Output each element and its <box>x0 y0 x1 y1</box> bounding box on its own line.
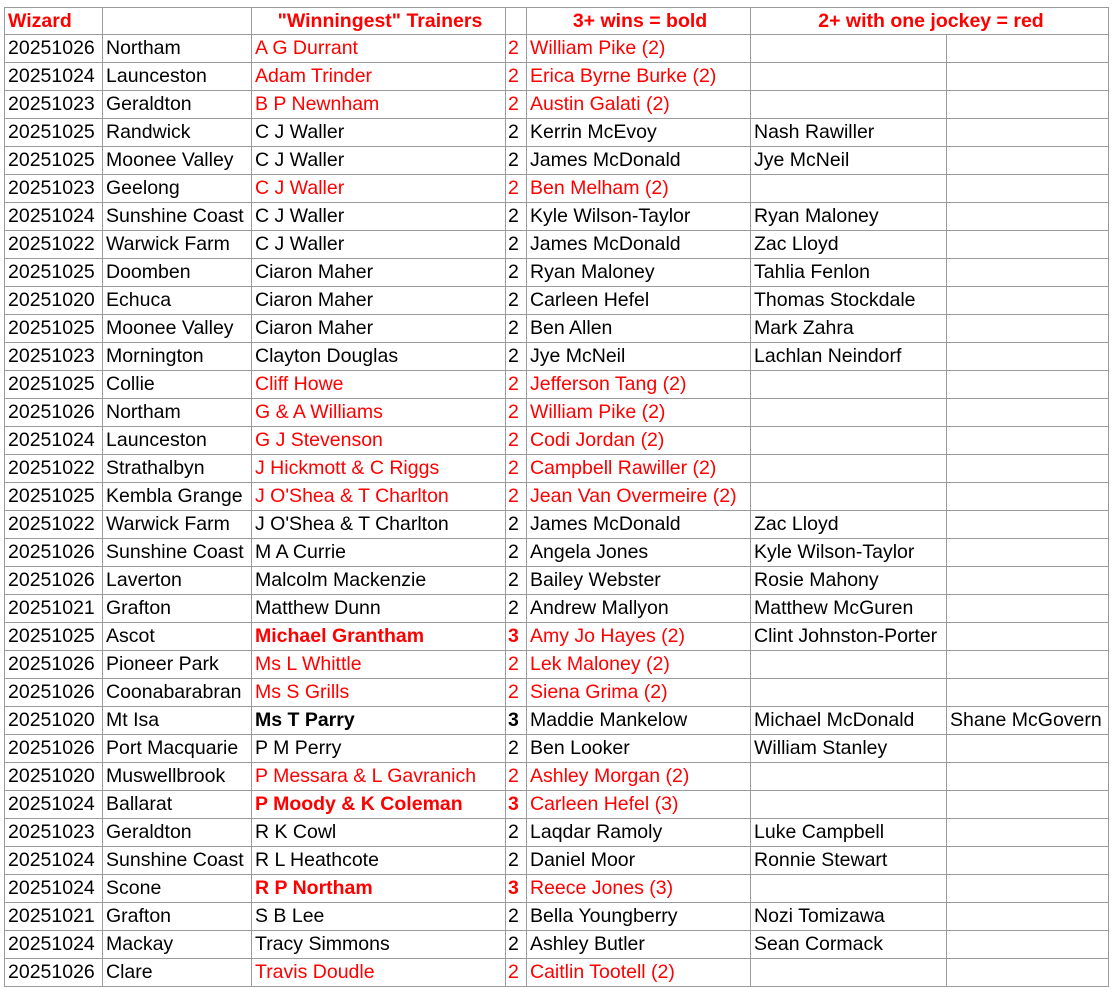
cell-wins[interactable]: 2 <box>506 259 527 287</box>
cell-track[interactable]: Sunshine Coast <box>103 847 252 875</box>
table-row <box>5 119 1109 147</box>
cell-jockey-1[interactable]: Ben Allen <box>527 315 751 343</box>
cell-track[interactable]: Clare <box>103 959 252 987</box>
cell-wins[interactable]: 2 <box>506 119 527 147</box>
trainers-spreadsheet <box>4 7 1109 987</box>
cell-jockey-2[interactable]: Michael McDonald <box>751 707 947 735</box>
cell-jockey-1[interactable]: Carleen Hefel <box>527 287 751 315</box>
cell-jockey-3[interactable] <box>947 427 1109 455</box>
cell-jockey-2[interactable]: Rosie Mahony <box>751 567 947 595</box>
cell-jockey-1[interactable]: Lek Maloney (2) <box>527 651 751 679</box>
cell-track[interactable]: Mackay <box>103 931 252 959</box>
cell-track[interactable]: Muswellbrook <box>103 763 252 791</box>
cell-wins[interactable]: 2 <box>506 371 527 399</box>
cell-date[interactable]: 20251023 <box>5 343 103 371</box>
cell-date[interactable]: 20251025 <box>5 119 103 147</box>
cell-date[interactable]: 20251026 <box>5 735 103 763</box>
cell-date[interactable]: 20251024 <box>5 931 103 959</box>
cell-jockey-2[interactable]: Tahlia Fenlon <box>751 259 947 287</box>
cell-track[interactable]: Mornington <box>103 343 252 371</box>
table-row <box>5 679 1109 707</box>
cell-trainer[interactable]: Ciaron Maher <box>252 287 506 315</box>
cell-trainer[interactable]: B P Newnham <box>252 91 506 119</box>
cell-jockey-1[interactable]: Carleen Hefel (3) <box>527 791 751 819</box>
cell-track[interactable]: Geraldton <box>103 819 252 847</box>
header-wizard[interactable]: Wizard <box>5 8 103 35</box>
cell-trainer[interactable]: Ms L Whittle <box>252 651 506 679</box>
cell-wins[interactable]: 2 <box>506 399 527 427</box>
cell-wins[interactable]: 2 <box>506 595 527 623</box>
cell-jockey-1[interactable]: Bella Youngberry <box>527 903 751 931</box>
cell-jockey-1[interactable]: James McDonald <box>527 231 751 259</box>
cell-wins[interactable]: 2 <box>506 651 527 679</box>
cell-jockey-2[interactable] <box>751 791 947 819</box>
cell-track[interactable]: Grafton <box>103 595 252 623</box>
cell-jockey-1[interactable]: James McDonald <box>527 147 751 175</box>
cell-wins[interactable]: 2 <box>506 763 527 791</box>
cell-wins[interactable]: 2 <box>506 455 527 483</box>
table-row <box>5 511 1109 539</box>
cell-wins[interactable]: 2 <box>506 735 527 763</box>
cell-wins[interactable]: 2 <box>506 35 527 63</box>
cell-trainer[interactable]: G J Stevenson <box>252 427 506 455</box>
cell-jockey-1[interactable]: Angela Jones <box>527 539 751 567</box>
cell-jockey-1[interactable]: Reece Jones (3) <box>527 875 751 903</box>
cell-jockey-3[interactable] <box>947 567 1109 595</box>
cell-date[interactable]: 20251022 <box>5 231 103 259</box>
cell-date[interactable]: 20251020 <box>5 707 103 735</box>
cell-jockey-1[interactable]: William Pike (2) <box>527 35 751 63</box>
cell-jockey-2[interactable] <box>751 679 947 707</box>
cell-jockey-3[interactable] <box>947 203 1109 231</box>
cell-jockey-2[interactable]: Clint Johnston-Porter <box>751 623 947 651</box>
cell-trainer[interactable]: G & A Williams <box>252 399 506 427</box>
cell-wins[interactable]: 2 <box>506 287 527 315</box>
cell-track[interactable]: Strathalbyn <box>103 455 252 483</box>
header-wins[interactable] <box>506 8 527 35</box>
cell-track[interactable]: Launceston <box>103 427 252 455</box>
cell-trainer[interactable]: Ms S Grills <box>252 679 506 707</box>
table-row <box>5 483 1109 511</box>
cell-track[interactable]: Randwick <box>103 119 252 147</box>
cell-trainer[interactable]: P Moody & K Coleman <box>252 791 506 819</box>
cell-jockey-3[interactable] <box>947 539 1109 567</box>
cell-wins[interactable]: 2 <box>506 679 527 707</box>
cell-date[interactable]: 20251025 <box>5 371 103 399</box>
cell-jockey-3[interactable] <box>947 371 1109 399</box>
cell-jockey-3[interactable] <box>947 63 1109 91</box>
cell-jockey-3[interactable] <box>947 147 1109 175</box>
cell-jockey-1[interactable]: Maddie Mankelow <box>527 707 751 735</box>
cell-jockey-3[interactable] <box>947 847 1109 875</box>
cell-jockey-2[interactable]: Mark Zahra <box>751 315 947 343</box>
cell-jockey-3[interactable] <box>947 259 1109 287</box>
cell-track[interactable]: Sunshine Coast <box>103 539 252 567</box>
table-row <box>5 315 1109 343</box>
cell-track[interactable]: Pioneer Park <box>103 651 252 679</box>
cell-trainer[interactable]: C J Waller <box>252 203 506 231</box>
cell-track[interactable]: Sunshine Coast <box>103 203 252 231</box>
header-rule-bold[interactable]: 3+ wins = bold <box>527 8 751 35</box>
cell-track[interactable]: Scone <box>103 875 252 903</box>
cell-date[interactable]: 20251022 <box>5 455 103 483</box>
cell-jockey-2[interactable] <box>751 763 947 791</box>
table-row <box>5 735 1109 763</box>
cell-date[interactable]: 20251026 <box>5 679 103 707</box>
cell-date[interactable]: 20251023 <box>5 819 103 847</box>
cell-jockey-3[interactable] <box>947 287 1109 315</box>
cell-jockey-1[interactable]: Caitlin Tootell (2) <box>527 959 751 987</box>
cell-jockey-3[interactable] <box>947 511 1109 539</box>
cell-jockey-1[interactable]: Ben Melham (2) <box>527 175 751 203</box>
cell-jockey-1[interactable]: Siena Grima (2) <box>527 679 751 707</box>
cell-track[interactable]: Doomben <box>103 259 252 287</box>
cell-trainer[interactable]: Michael Grantham <box>252 623 506 651</box>
cell-jockey-3[interactable] <box>947 315 1109 343</box>
cell-jockey-3[interactable] <box>947 651 1109 679</box>
cell-trainer[interactable]: Ms T Parry <box>252 707 506 735</box>
cell-trainer[interactable]: J O'Shea & T Charlton <box>252 511 506 539</box>
cell-jockey-1[interactable]: Amy Jo Hayes (2) <box>527 623 751 651</box>
cell-jockey-2[interactable] <box>751 651 947 679</box>
cell-track[interactable]: Launceston <box>103 63 252 91</box>
cell-jockey-1[interactable]: Ryan Maloney <box>527 259 751 287</box>
table-row <box>5 539 1109 567</box>
cell-trainer[interactable]: P M Perry <box>252 735 506 763</box>
cell-jockey-3[interactable] <box>947 35 1109 63</box>
cell-track[interactable]: Laverton <box>103 567 252 595</box>
cell-jockey-3[interactable] <box>947 343 1109 371</box>
cell-trainer[interactable]: R K Cowl <box>252 819 506 847</box>
cell-jockey-3[interactable] <box>947 119 1109 147</box>
cell-wins[interactable]: 2 <box>506 567 527 595</box>
cell-jockey-3[interactable] <box>947 903 1109 931</box>
cell-jockey-2[interactable] <box>751 959 947 987</box>
table-body <box>5 35 1109 987</box>
cell-date[interactable]: 20251026 <box>5 959 103 987</box>
cell-date[interactable]: 20251023 <box>5 91 103 119</box>
cell-jockey-3[interactable] <box>947 679 1109 707</box>
cell-track[interactable]: Northam <box>103 35 252 63</box>
cell-jockey-2[interactable] <box>751 371 947 399</box>
table-row <box>5 203 1109 231</box>
cell-jockey-1[interactable]: Ashley Butler <box>527 931 751 959</box>
table-row <box>5 147 1109 175</box>
cell-date[interactable]: 20251021 <box>5 595 103 623</box>
cell-wins[interactable]: 2 <box>506 959 527 987</box>
cell-wins[interactable]: 2 <box>506 539 527 567</box>
table-row <box>5 959 1109 987</box>
cell-track[interactable]: Geelong <box>103 175 252 203</box>
cell-date[interactable]: 20251022 <box>5 511 103 539</box>
cell-jockey-2[interactable] <box>751 175 947 203</box>
cell-trainer[interactable]: R P Northam <box>252 875 506 903</box>
cell-jockey-3[interactable] <box>947 875 1109 903</box>
cell-wins[interactable]: 3 <box>506 791 527 819</box>
cell-jockey-3[interactable] <box>947 455 1109 483</box>
cell-trainer[interactable]: P Messara & L Gavranich <box>252 763 506 791</box>
cell-wins[interactable]: 2 <box>506 63 527 91</box>
cell-jockey-2[interactable] <box>751 35 947 63</box>
cell-jockey-2[interactable] <box>751 483 947 511</box>
cell-track[interactable]: Grafton <box>103 903 252 931</box>
cell-wins[interactable]: 2 <box>506 931 527 959</box>
cell-wins[interactable]: 2 <box>506 147 527 175</box>
cell-jockey-3[interactable] <box>947 735 1109 763</box>
cell-jockey-2[interactable]: Zac Lloyd <box>751 231 947 259</box>
cell-date[interactable]: 20251025 <box>5 315 103 343</box>
cell-date[interactable]: 20251021 <box>5 903 103 931</box>
cell-jockey-2[interactable]: Nash Rawiller <box>751 119 947 147</box>
cell-jockey-1[interactable]: Andrew Mallyon <box>527 595 751 623</box>
cell-jockey-1[interactable]: Kyle Wilson-Taylor <box>527 203 751 231</box>
cell-trainer[interactable]: Travis Doudle <box>252 959 506 987</box>
table-row <box>5 567 1109 595</box>
table-row <box>5 371 1109 399</box>
cell-date[interactable]: 20251024 <box>5 791 103 819</box>
cell-trainer[interactable]: C J Waller <box>252 119 506 147</box>
cell-track[interactable]: Moonee Valley <box>103 315 252 343</box>
cell-jockey-3[interactable] <box>947 791 1109 819</box>
cell-track[interactable]: Echuca <box>103 287 252 315</box>
cell-jockey-3[interactable] <box>947 175 1109 203</box>
cell-track[interactable]: Warwick Farm <box>103 231 252 259</box>
cell-jockey-3[interactable] <box>947 91 1109 119</box>
cell-trainer[interactable]: A G Durrant <box>252 35 506 63</box>
cell-jockey-3[interactable] <box>947 595 1109 623</box>
cell-jockey-3[interactable] <box>947 623 1109 651</box>
cell-trainer[interactable]: S B Lee <box>252 903 506 931</box>
cell-jockey-1[interactable]: Laqdar Ramoly <box>527 819 751 847</box>
cell-jockey-1[interactable]: Erica Byrne Burke (2) <box>527 63 751 91</box>
cell-date[interactable]: 20251026 <box>5 567 103 595</box>
header-row <box>5 8 1109 35</box>
table-row <box>5 595 1109 623</box>
cell-jockey-2[interactable] <box>751 875 947 903</box>
cell-jockey-1[interactable]: Ashley Morgan (2) <box>527 763 751 791</box>
cell-jockey-1[interactable]: Campbell Rawiller (2) <box>527 455 751 483</box>
cell-jockey-3[interactable] <box>947 763 1109 791</box>
cell-trainer[interactable]: Clayton Douglas <box>252 343 506 371</box>
table-row <box>5 231 1109 259</box>
cell-wins[interactable]: 2 <box>506 483 527 511</box>
cell-trainer[interactable]: M A Currie <box>252 539 506 567</box>
header-rule-red[interactable]: 2+ with one jockey = red <box>751 8 1109 35</box>
cell-jockey-1[interactable]: Kerrin McEvoy <box>527 119 751 147</box>
table-row <box>5 455 1109 483</box>
cell-date[interactable]: 20251025 <box>5 483 103 511</box>
cell-date[interactable]: 20251025 <box>5 623 103 651</box>
cell-jockey-2[interactable]: Lachlan Neindorf <box>751 343 947 371</box>
cell-jockey-2[interactable] <box>751 399 947 427</box>
header-trainers[interactable]: "Winningest" Trainers <box>252 8 506 35</box>
cell-jockey-1[interactable]: Austin Galati (2) <box>527 91 751 119</box>
cell-jockey-2[interactable]: Jye McNeil <box>751 147 947 175</box>
table-row <box>5 903 1109 931</box>
cell-jockey-2[interactable]: Sean Cormack <box>751 931 947 959</box>
cell-track[interactable]: Northam <box>103 399 252 427</box>
table-row <box>5 175 1109 203</box>
cell-trainer[interactable]: Adam Trinder <box>252 63 506 91</box>
table-row <box>5 91 1109 119</box>
cell-track[interactable]: Warwick Farm <box>103 511 252 539</box>
cell-date[interactable]: 20251020 <box>5 287 103 315</box>
table-row <box>5 791 1109 819</box>
cell-jockey-1[interactable]: Jye McNeil <box>527 343 751 371</box>
cell-wins[interactable]: 3 <box>506 707 527 735</box>
cell-trainer[interactable]: C J Waller <box>252 147 506 175</box>
cell-wins[interactable]: 2 <box>506 903 527 931</box>
cell-jockey-2[interactable] <box>751 91 947 119</box>
cell-track[interactable]: Coonabarabran <box>103 679 252 707</box>
cell-date[interactable]: 20251025 <box>5 259 103 287</box>
cell-jockey-1[interactable]: Daniel Moor <box>527 847 751 875</box>
cell-track[interactable]: Geraldton <box>103 91 252 119</box>
cell-jockey-1[interactable]: Ben Looker <box>527 735 751 763</box>
table-row <box>5 763 1109 791</box>
header-track[interactable] <box>103 8 252 35</box>
cell-jockey-2[interactable]: William Stanley <box>751 735 947 763</box>
cell-jockey-3[interactable] <box>947 819 1109 847</box>
cell-jockey-2[interactable]: Matthew McGuren <box>751 595 947 623</box>
cell-track[interactable]: Port Macquarie <box>103 735 252 763</box>
cell-jockey-1[interactable]: James McDonald <box>527 511 751 539</box>
cell-trainer[interactable]: C J Waller <box>252 231 506 259</box>
cell-date[interactable]: 20251024 <box>5 63 103 91</box>
cell-wins[interactable]: 2 <box>506 203 527 231</box>
cell-jockey-3[interactable]: Shane McGovern <box>947 707 1109 735</box>
table-row <box>5 399 1109 427</box>
table-row <box>5 343 1109 371</box>
cell-trainer[interactable]: Tracy Simmons <box>252 931 506 959</box>
cell-jockey-2[interactable] <box>751 455 947 483</box>
cell-jockey-3[interactable] <box>947 399 1109 427</box>
cell-wins[interactable]: 3 <box>506 875 527 903</box>
cell-jockey-2[interactable]: Ronnie Stewart <box>751 847 947 875</box>
cell-date[interactable]: 20251025 <box>5 147 103 175</box>
cell-jockey-1[interactable]: Codi Jordan (2) <box>527 427 751 455</box>
cell-jockey-1[interactable]: Jean Van Overmeire (2) <box>527 483 751 511</box>
cell-trainer[interactable]: Ciaron Maher <box>252 315 506 343</box>
cell-jockey-2[interactable] <box>751 63 947 91</box>
cell-jockey-1[interactable]: Bailey Webster <box>527 567 751 595</box>
table-row <box>5 819 1109 847</box>
cell-date[interactable]: 20251020 <box>5 763 103 791</box>
cell-wins[interactable]: 2 <box>506 343 527 371</box>
cell-jockey-2[interactable]: Thomas Stockdale <box>751 287 947 315</box>
cell-wins[interactable]: 2 <box>506 231 527 259</box>
cell-track[interactable]: Kembla Grange <box>103 483 252 511</box>
cell-wins[interactable]: 2 <box>506 315 527 343</box>
cell-trainer[interactable]: Matthew Dunn <box>252 595 506 623</box>
cell-wins[interactable]: 3 <box>506 623 527 651</box>
table-row <box>5 931 1109 959</box>
cell-date[interactable]: 20251026 <box>5 539 103 567</box>
cell-jockey-3[interactable] <box>947 483 1109 511</box>
cell-wins[interactable]: 2 <box>506 91 527 119</box>
cell-jockey-3[interactable] <box>947 231 1109 259</box>
cell-jockey-3[interactable] <box>947 959 1109 987</box>
cell-wins[interactable]: 2 <box>506 819 527 847</box>
cell-wins[interactable]: 2 <box>506 511 527 539</box>
table-row <box>5 651 1109 679</box>
table-row <box>5 287 1109 315</box>
cell-jockey-2[interactable]: Nozi Tomizawa <box>751 903 947 931</box>
cell-jockey-2[interactable]: Luke Campbell <box>751 819 947 847</box>
table-row <box>5 63 1109 91</box>
table-row <box>5 847 1109 875</box>
cell-track[interactable]: Collie <box>103 371 252 399</box>
table-row <box>5 623 1109 651</box>
table-row <box>5 259 1109 287</box>
cell-date[interactable]: 20251024 <box>5 875 103 903</box>
cell-wins[interactable]: 2 <box>506 847 527 875</box>
cell-jockey-1[interactable]: Jefferson Tang (2) <box>527 371 751 399</box>
cell-jockey-2[interactable]: Zac Lloyd <box>751 511 947 539</box>
table-row <box>5 707 1109 735</box>
cell-jockey-2[interactable] <box>751 427 947 455</box>
cell-trainer[interactable]: R L Heathcote <box>252 847 506 875</box>
cell-date[interactable]: 20251023 <box>5 175 103 203</box>
cell-date[interactable]: 20251024 <box>5 203 103 231</box>
cell-trainer[interactable]: Ciaron Maher <box>252 259 506 287</box>
cell-track[interactable]: Ascot <box>103 623 252 651</box>
cell-wins[interactable]: 2 <box>506 427 527 455</box>
table-row <box>5 35 1109 63</box>
cell-jockey-2[interactable]: Ryan Maloney <box>751 203 947 231</box>
cell-track[interactable]: Mt Isa <box>103 707 252 735</box>
cell-jockey-3[interactable] <box>947 931 1109 959</box>
cell-trainer[interactable]: J O'Shea & T Charlton <box>252 483 506 511</box>
cell-trainer[interactable]: C J Waller <box>252 175 506 203</box>
table-row <box>5 875 1109 903</box>
cell-date[interactable]: 20251024 <box>5 427 103 455</box>
cell-track[interactable]: Ballarat <box>103 791 252 819</box>
cell-trainer[interactable]: Malcolm Mackenzie <box>252 567 506 595</box>
cell-date[interactable]: 20251026 <box>5 651 103 679</box>
cell-date[interactable]: 20251026 <box>5 399 103 427</box>
table-row <box>5 427 1109 455</box>
cell-wins[interactable]: 2 <box>506 175 527 203</box>
cell-date[interactable]: 20251026 <box>5 35 103 63</box>
cell-trainer[interactable]: J Hickmott & C Riggs <box>252 455 506 483</box>
cell-jockey-1[interactable]: William Pike (2) <box>527 399 751 427</box>
cell-trainer[interactable]: Cliff Howe <box>252 371 506 399</box>
cell-jockey-2[interactable]: Kyle Wilson-Taylor <box>751 539 947 567</box>
cell-track[interactable]: Moonee Valley <box>103 147 252 175</box>
cell-date[interactable]: 20251024 <box>5 847 103 875</box>
